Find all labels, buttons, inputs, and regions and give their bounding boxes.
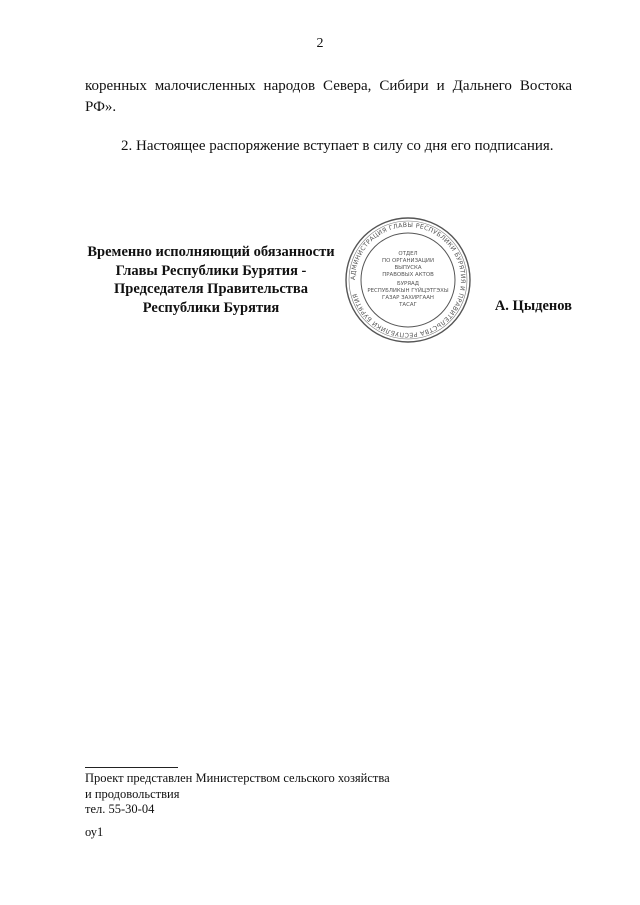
svg-text:АДМИНИСТРАЦИЯ ГЛАВЫ РЕСПУБЛИКИ (350, 222, 466, 338)
page-number: 2 (316, 36, 324, 51)
seal-center-line: РЕСПУБЛИКЫН ГҮЙЦЭТГЭХЫ (367, 288, 449, 294)
footnote-divider (85, 767, 178, 768)
paragraph-continuation: коренных малочисленных народов Севера, Сибири и Дальнего Востока РФ». (85, 78, 572, 115)
signatory-title-line: Председателя Правительства (114, 281, 308, 297)
seal-ring-text: АДМИНИСТРАЦИЯ ГЛАВЫ РЕСПУБЛИКИ БУРЯТИЯ И ПРАВИТЕЛЬСТВА РЕСПУБЛИКИ БУРЯТИЯ (349, 221, 467, 339)
seal-center-line: ВЫПУСКА (394, 265, 422, 271)
signatory-title (80, 243, 342, 317)
document-code: оу1 (85, 825, 104, 839)
seal-center-line: ОТДЕЛ (398, 251, 418, 257)
seal-center-line: БУРЯАД (397, 281, 419, 287)
seal-center-line: ГАЗАР ЗАХИРГААН (382, 295, 434, 301)
seal-center-line: ТАСАГ (399, 302, 417, 308)
seal-center-line: ПО ОРГАНИЗАЦИИ (382, 258, 434, 264)
signer-name: А. Цыденов (494, 298, 572, 314)
signatory-title-line: Временно исполняющий обязанности (87, 244, 335, 260)
footnote-line: и продовольствия (85, 786, 180, 801)
signatory-title-line: Главы Республики Бурятия - (115, 262, 307, 279)
seal-center-line: ПРАВОВЫХ АКТОВ (382, 272, 434, 278)
footnote (85, 771, 505, 818)
signatory-title-line: Республики Бурятия (142, 299, 280, 316)
official-seal-stamp (343, 215, 473, 345)
paragraph-item-2: 2. Настоящее распоряжение вступает в силу со дня его подписания. (121, 138, 554, 154)
footnote-line: тел. 55-30-04 (85, 802, 155, 816)
footnote-line: Проект представлен Министерством сельского хозяйства (85, 771, 390, 785)
